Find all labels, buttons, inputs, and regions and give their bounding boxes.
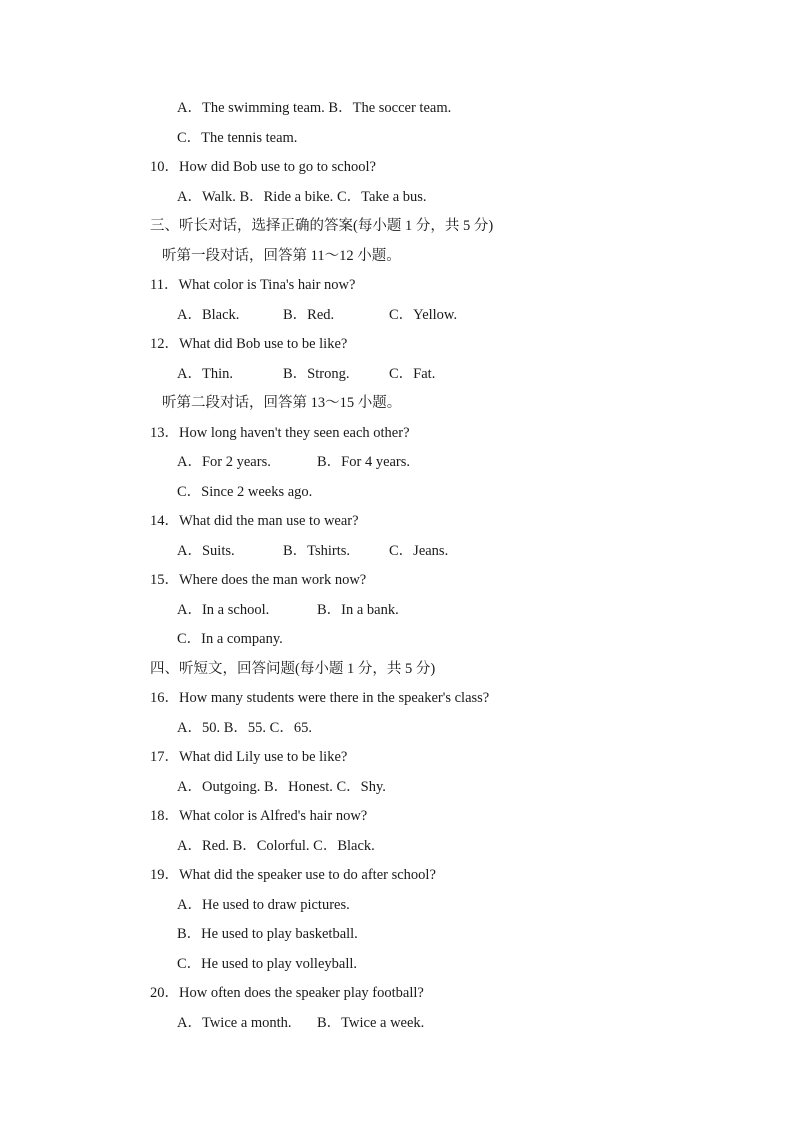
question-text: 19．What did the speaker use to do after school? (150, 867, 436, 883)
answer-option: C．Jeans. (389, 542, 449, 559)
answer-option: B．For 4 years. (317, 454, 411, 470)
answer-options-row (150, 304, 800, 334)
answer-options-row (150, 776, 800, 806)
question-text: 20．How often does the speaker play football? (150, 985, 424, 1001)
answer-option: C．65. (269, 719, 312, 736)
answer-option: C．Take a bus. (336, 188, 427, 205)
answer-options-row (150, 451, 800, 481)
answer-options-row (150, 717, 800, 747)
answer-options-row (150, 835, 800, 865)
answer-option: A．For 2 years. (177, 454, 271, 470)
answer-option: A．The swimming team. (177, 100, 325, 116)
answer-option: C．Black. (313, 837, 375, 854)
answer-options-row (150, 1012, 800, 1042)
answer-option: B．Ride a bike. (239, 188, 334, 205)
answer-option: C．Since 2 weeks ago. (177, 483, 313, 500)
answer-option: A．In a school. (177, 601, 270, 618)
answer-options-row (150, 363, 800, 393)
answer-options-row (150, 540, 800, 570)
question-text: 10．How did Bob use to go to school? (150, 159, 376, 175)
answer-option: C．Fat. (389, 365, 436, 382)
answer-option: A．Thin. (177, 365, 233, 382)
answer-options-row (150, 186, 800, 216)
section-heading: 三、听长对话，选择正确的答案(每小题 1 分，共 5 分) (150, 218, 494, 234)
answer-option: B．Red. (283, 306, 335, 323)
answer-option: B．55. (223, 719, 267, 736)
question-text: 11．What color is Tina's hair now? (150, 277, 356, 293)
answer-option: C．Shy. (336, 778, 386, 795)
answer-option: B．Twice a week. (317, 1014, 425, 1031)
answer-option: A．Black. (177, 306, 240, 323)
answer-option: B．Tshirts. (283, 542, 351, 559)
answer-option: A．He used to draw pictures. (177, 896, 350, 913)
answer-options-row (150, 97, 800, 127)
dialogue-instruction: 听第一段对话，回答第 11～12 小题。 (162, 247, 401, 264)
answer-option: A．Walk. (177, 188, 236, 205)
answer-option: B．The soccer team. (328, 100, 452, 116)
dialogue-instruction: 听第二段对话，回答第 13～15 小题。 (162, 395, 402, 411)
question-text: 14．What did the man use to wear? (150, 513, 359, 529)
answer-option: A．Suits. (177, 542, 235, 559)
answer-option: C．The tennis team. (177, 129, 298, 146)
answer-option: A．Twice a month. (177, 1014, 292, 1031)
answer-option: A．Red. (177, 837, 229, 854)
answer-option: B．Honest. (264, 778, 333, 795)
answer-option: C．In a company. (177, 631, 283, 647)
question-text: 16．How many students were there in the speaker's class? (150, 690, 490, 706)
answer-option: B．In a bank. (317, 601, 399, 618)
question-text: 17．What did Lily use to be like? (150, 749, 348, 765)
answer-option: B．He used to play basketball. (177, 926, 358, 942)
answer-option: C．Yellow. (389, 306, 458, 323)
section-heading: 四、听短文，回答问题(每小题 1 分，共 5 分) (150, 660, 436, 677)
answer-option: A．Outgoing. (177, 778, 261, 795)
answer-options-row (150, 599, 800, 629)
answer-option: B．Colorful. (232, 837, 310, 854)
question-text: 18．What color is Alfred's hair now? (150, 808, 368, 824)
question-text: 15．Where does the man work now? (150, 572, 367, 588)
answer-option: B．Strong. (283, 365, 350, 382)
question-text: 12．What did Bob use to be like? (150, 336, 348, 352)
answer-option: C．He used to play volleyball. (177, 955, 358, 972)
answer-option: A．50. (177, 719, 221, 736)
question-text: 13．How long haven't they seen each other? (150, 424, 410, 441)
